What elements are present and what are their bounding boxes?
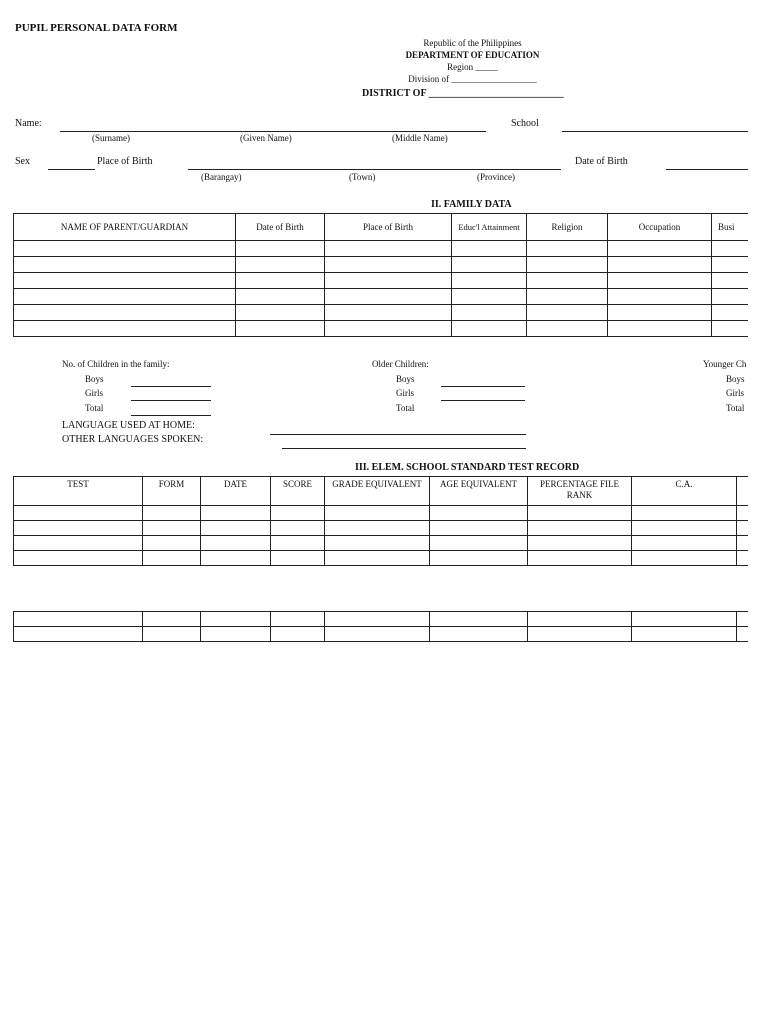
children-boys-label: Boys: [85, 374, 104, 384]
sex-label: Sex: [15, 156, 30, 167]
test-header-row: [14, 477, 749, 506]
sex-underline[interactable]: [48, 169, 95, 170]
name-label: Name:: [15, 118, 42, 129]
test-col-extra: [737, 477, 749, 506]
table-row: [14, 627, 749, 642]
middle-name-caption: (Middle Name): [392, 133, 448, 143]
table-row: [14, 321, 749, 337]
division-line: Division of ___________________: [408, 74, 537, 84]
children-girls-underline[interactable]: [131, 400, 211, 401]
older-boys-underline[interactable]: [441, 386, 525, 387]
younger-children-label: Younger Ch: [703, 359, 747, 369]
test-record-table: [13, 476, 748, 566]
children-total-underline[interactable]: [131, 415, 211, 416]
town-caption: (Town): [349, 172, 376, 182]
family-section-title: II. FAMILY DATA: [431, 199, 512, 210]
test-col-score: SCORE: [271, 477, 325, 506]
test-col-percentage-file-rank: PERCENTAGE FILE RANK: [528, 477, 632, 506]
form-title: PUPIL PERSONAL DATA FORM: [15, 22, 178, 34]
table-row: [14, 241, 749, 257]
older-total-label: Total: [396, 403, 415, 413]
table-row: [14, 506, 749, 521]
test-col-test: TEST: [14, 477, 143, 506]
family-col-business: Busi: [712, 214, 749, 241]
place-of-birth-underline[interactable]: [188, 169, 561, 170]
younger-girls-label: Girls: [726, 388, 744, 398]
children-total-label: Total: [85, 403, 104, 413]
family-col-occupation: Occupation: [608, 214, 712, 241]
school-underline[interactable]: [562, 131, 748, 132]
table-row: [14, 536, 749, 551]
name-underline[interactable]: [60, 131, 486, 132]
family-header-row: [14, 214, 749, 241]
children-boys-underline[interactable]: [131, 386, 211, 387]
table-row: [14, 273, 749, 289]
department-line: DEPARTMENT OF EDUCATION: [405, 50, 540, 60]
surname-caption: (Surname): [92, 133, 130, 143]
barangay-caption: (Barangay): [201, 172, 242, 182]
family-data-table: [13, 213, 748, 337]
test-col-ca: C.A.: [632, 477, 737, 506]
place-of-birth-label: Place of Birth: [97, 156, 153, 167]
republic-line: Republic of the Philippines: [423, 38, 522, 48]
table-row: [14, 521, 749, 536]
table-row: [14, 289, 749, 305]
family-col-educ-attainment: Educ'l Attainment: [452, 214, 527, 241]
table-row: [14, 551, 749, 566]
older-girls-label: Girls: [396, 388, 414, 398]
district-line: DISTRICT OF ___________________________: [362, 88, 564, 99]
test-col-form: FORM: [143, 477, 201, 506]
province-caption: (Province): [477, 172, 515, 182]
younger-total-label: Total: [726, 403, 745, 413]
table-row: [14, 257, 749, 273]
family-col-date-of-birth: Date of Birth: [236, 214, 325, 241]
test-col-date: DATE: [201, 477, 271, 506]
school-label: School: [511, 118, 539, 129]
test-col-age-equivalent: AGE EQUIVALENT: [430, 477, 528, 506]
older-boys-label: Boys: [396, 374, 415, 384]
older-girls-underline[interactable]: [441, 400, 525, 401]
younger-boys-label: Boys: [726, 374, 745, 384]
date-of-birth-label: Date of Birth: [575, 156, 628, 167]
language-home-underline[interactable]: [270, 434, 526, 435]
other-languages-underline[interactable]: [282, 448, 526, 449]
family-col-place-of-birth: Place of Birth: [325, 214, 452, 241]
family-col-religion: Religion: [527, 214, 608, 241]
test-record-lower-table: [13, 611, 748, 642]
no-children-label: No. of Children in the family:: [62, 359, 170, 369]
date-of-birth-underline[interactable]: [666, 169, 748, 170]
test-col-grade-equivalent: GRADE EQUIVALENT: [325, 477, 430, 506]
family-col-name: NAME OF PARENT/GUARDIAN: [14, 214, 236, 241]
older-children-label: Older Children:: [372, 359, 429, 369]
language-home-label: LANGUAGE USED AT HOME:: [62, 420, 195, 431]
table-row: [14, 612, 749, 627]
children-girls-label: Girls: [85, 388, 103, 398]
other-languages-label: OTHER LANGUAGES SPOKEN:: [62, 434, 204, 445]
test-record-section-title: III. ELEM. SCHOOL STANDARD TEST RECORD: [355, 462, 580, 473]
given-name-caption: (Given Name): [240, 133, 292, 143]
region-line: Region _____: [447, 62, 498, 72]
table-row: [14, 305, 749, 321]
